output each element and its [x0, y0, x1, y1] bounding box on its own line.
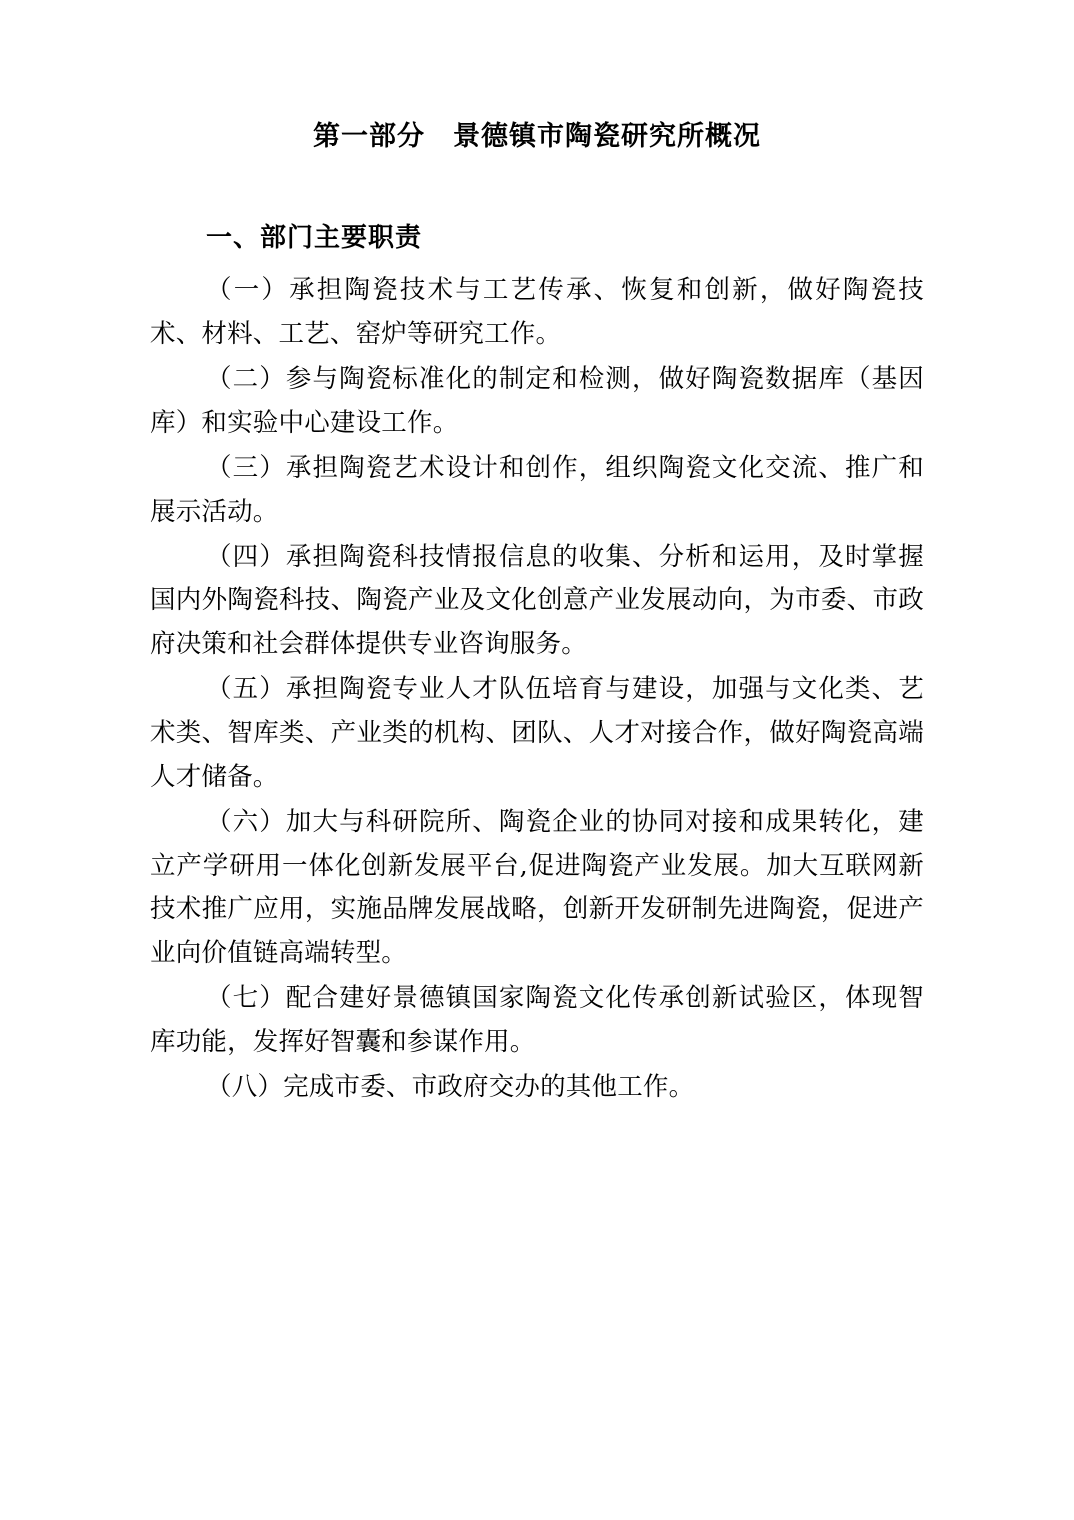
section-heading-duties: 一、部门主要职责 — [206, 222, 423, 253]
paragraph-item: （三）承担陶瓷艺术设计和创作，组织陶瓷文化交流、推广和展示活动。 — [150, 452, 924, 527]
page-title: 第一部分 景德镇市陶瓷研究所概况 — [313, 121, 761, 152]
paragraph-item: （六）加大与科研院所、陶瓷企业的协同对接和成果转化，建立产学研用一体化创新发展平台,促进陶瓷产业发展。加大互联网新技术推广应用，实施品牌发展战略，创新开发研制先进陶瓷，促进产业向价值链高端转型。 — [150, 806, 924, 969]
paragraph-item: （二）参与陶瓷标准化的制定和检测，做好陶瓷数据库（基因库）和实验中心建设工作。 — [150, 364, 924, 438]
paragraph-item: （五）承担陶瓷专业人才队伍培育与建设，加强与文化类、艺术类、智库类、产业类的机构、团队、人才对接合作，做好陶瓷高端人才储备。 — [150, 674, 924, 792]
paragraph-item: （一）承担陶瓷技术与工艺传承、恢复和创新，做好陶瓷技术、材料、工艺、窑炉等研究工作。 — [150, 275, 924, 350]
paragraph-item: （四）承担陶瓷科技情报信息的收集、分析和运用，及时掌握国内外陶瓷科技、陶瓷产业及文化创意产业发展动向，为市委、市政府决策和社会群体提供专业咨询服务。 — [150, 541, 924, 660]
paragraph-item: （七）配合建好景德镇国家陶瓷文化传承创新试验区，体现智库功能，发挥好智囊和参谋作用。 — [150, 983, 924, 1057]
paragraph-item: （八）完成市委、市政府交办的其他工作。 — [206, 1071, 695, 1102]
